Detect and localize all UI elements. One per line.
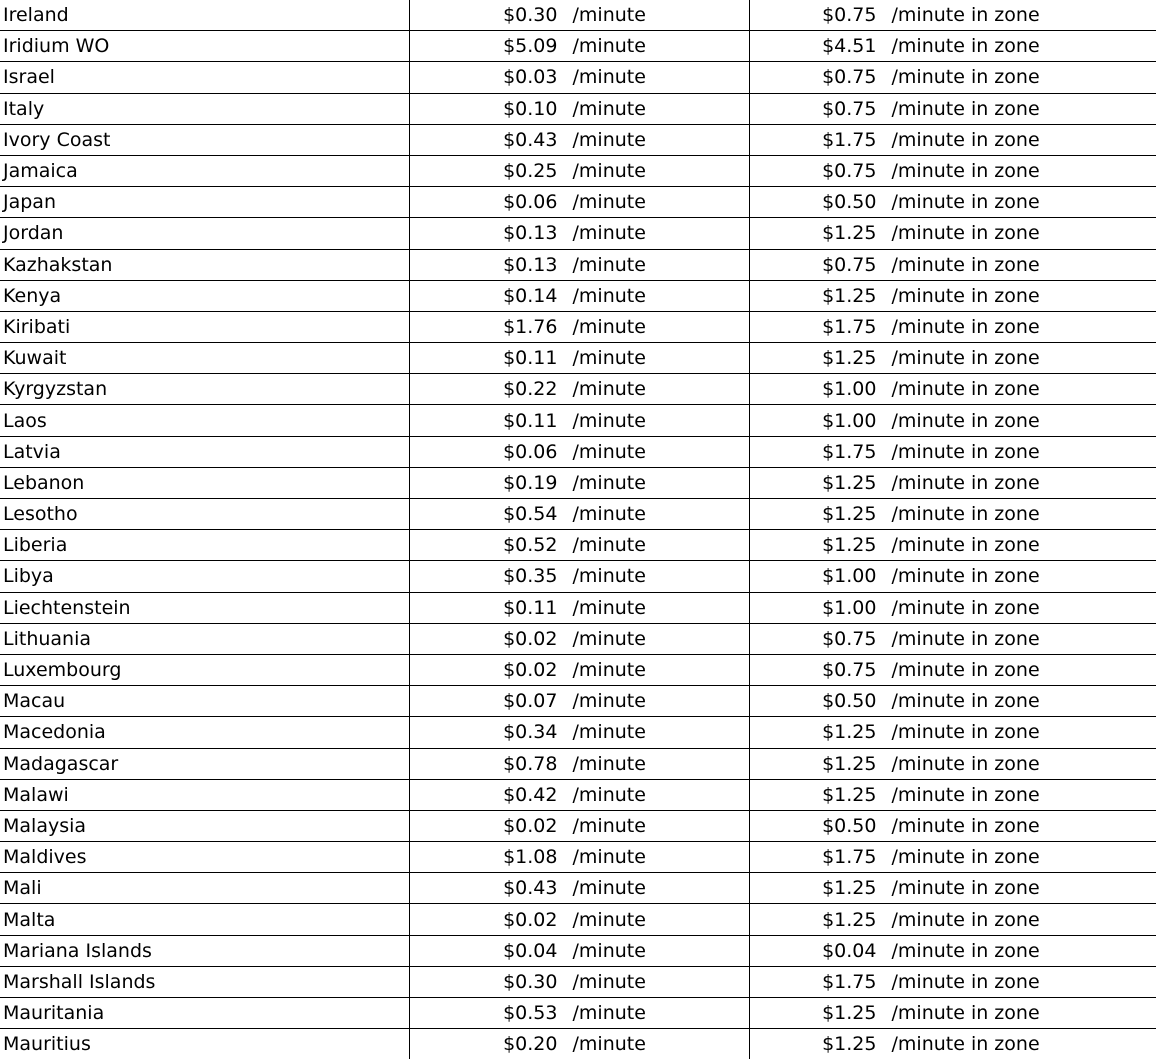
zone-rate-unit: /minute in zone	[891, 814, 1040, 837]
zone-rate-cell	[749, 405, 1156, 436]
zone-rate-cell	[749, 218, 1156, 249]
rate-unit: /minute	[572, 721, 646, 744]
country-cell: Lebanon	[0, 467, 409, 498]
rate-amount: $0.54	[503, 503, 558, 526]
zone-rate-cell	[749, 873, 1156, 904]
rate-cell	[409, 62, 749, 93]
rate-cell	[409, 686, 749, 717]
rate-cell	[409, 779, 749, 810]
table-row	[0, 93, 1156, 124]
zone-rate-cell	[749, 249, 1156, 280]
table-row	[0, 935, 1156, 966]
table-row	[0, 779, 1156, 810]
rate-cell	[409, 935, 749, 966]
zone-rate-amount: $1.00	[822, 409, 877, 432]
rate-amount: $0.43	[503, 128, 558, 151]
zone-rate-unit: /minute in zone	[891, 939, 1040, 962]
table-row	[0, 249, 1156, 280]
rate-amount: $0.35	[503, 565, 558, 588]
country-cell: Kiribati	[0, 311, 409, 342]
rate-unit: /minute	[572, 690, 646, 713]
rate-amount: $1.08	[503, 846, 558, 869]
table-row	[0, 280, 1156, 311]
country-cell: Ivory Coast	[0, 124, 409, 155]
rate-unit: /minute	[572, 409, 646, 432]
rate-cell	[409, 561, 749, 592]
zone-rate-amount: $0.50	[822, 191, 877, 214]
country-cell: Madagascar	[0, 748, 409, 779]
country-cell: Laos	[0, 405, 409, 436]
table-row	[0, 343, 1156, 374]
rate-cell	[409, 623, 749, 654]
zone-rate-cell	[749, 966, 1156, 997]
zone-rate-amount: $1.25	[822, 1033, 877, 1056]
zone-rate-cell	[749, 810, 1156, 841]
rate-cell	[409, 218, 749, 249]
rate-cell	[409, 810, 749, 841]
rate-cell	[409, 93, 749, 124]
country-cell: Lithuania	[0, 623, 409, 654]
rate-unit: /minute	[572, 66, 646, 89]
rate-amount: $0.30	[503, 4, 558, 27]
zone-rate-amount: $0.75	[822, 627, 877, 650]
zone-rate-amount: $4.51	[822, 35, 877, 58]
zone-rate-unit: /minute in zone	[891, 1033, 1040, 1056]
zone-rate-unit: /minute in zone	[891, 627, 1040, 650]
zone-rate-unit: /minute in zone	[891, 315, 1040, 338]
zone-rate-unit: /minute in zone	[891, 4, 1040, 27]
rate-unit: /minute	[572, 191, 646, 214]
country-cell: Malta	[0, 904, 409, 935]
table-row	[0, 1029, 1156, 1059]
rate-unit: /minute	[572, 284, 646, 307]
rate-cell	[409, 155, 749, 186]
rate-amount: $0.34	[503, 721, 558, 744]
rate-amount: $0.02	[503, 627, 558, 650]
rate-amount: $0.06	[503, 440, 558, 463]
country-cell: Jamaica	[0, 155, 409, 186]
country-cell: Liechtenstein	[0, 592, 409, 623]
zone-rate-amount: $1.25	[822, 347, 877, 370]
zone-rate-unit: /minute in zone	[891, 752, 1040, 775]
country-cell: Lesotho	[0, 499, 409, 530]
country-cell: Ireland	[0, 0, 409, 31]
rate-amount: $0.43	[503, 877, 558, 900]
zone-rate-unit: /minute in zone	[891, 97, 1040, 120]
rate-amount: $0.22	[503, 378, 558, 401]
rate-amount: $0.10	[503, 97, 558, 120]
rate-cell	[409, 187, 749, 218]
zone-rate-amount: $1.00	[822, 596, 877, 619]
rate-unit: /minute	[572, 378, 646, 401]
zone-rate-amount: $1.25	[822, 503, 877, 526]
zone-rate-cell	[749, 31, 1156, 62]
zone-rate-unit: /minute in zone	[891, 35, 1040, 58]
rate-unit: /minute	[572, 503, 646, 526]
zone-rate-amount: $1.75	[822, 440, 877, 463]
zone-rate-cell	[749, 280, 1156, 311]
zone-rate-amount: $0.75	[822, 66, 877, 89]
country-cell: Israel	[0, 62, 409, 93]
rate-cell	[409, 249, 749, 280]
table-row	[0, 374, 1156, 405]
rate-amount: $0.02	[503, 659, 558, 682]
zone-rate-amount: $1.25	[822, 783, 877, 806]
rate-amount: $0.03	[503, 66, 558, 89]
zone-rate-cell	[749, 436, 1156, 467]
rate-unit: /minute	[572, 659, 646, 682]
zone-rate-cell	[749, 155, 1156, 186]
zone-rate-unit: /minute in zone	[891, 440, 1040, 463]
rate-unit: /minute	[572, 35, 646, 58]
table-row	[0, 842, 1156, 873]
rate-cell	[409, 998, 749, 1029]
zone-rate-unit: /minute in zone	[891, 565, 1040, 588]
zone-rate-cell	[749, 1029, 1156, 1059]
country-cell: Luxembourg	[0, 654, 409, 685]
rate-amount: $0.06	[503, 191, 558, 214]
zone-rate-amount: $0.50	[822, 690, 877, 713]
rate-unit: /minute	[572, 596, 646, 619]
rate-unit: /minute	[572, 814, 646, 837]
zone-rate-unit: /minute in zone	[891, 409, 1040, 432]
country-cell: Libya	[0, 561, 409, 592]
country-cell: Latvia	[0, 436, 409, 467]
table-row	[0, 530, 1156, 561]
rate-cell	[409, 467, 749, 498]
rate-amount: $0.11	[503, 596, 558, 619]
table-row	[0, 218, 1156, 249]
zone-rate-unit: /minute in zone	[891, 690, 1040, 713]
zone-rate-cell	[749, 187, 1156, 218]
zone-rate-amount: $1.25	[822, 1002, 877, 1025]
rate-amount: $0.14	[503, 284, 558, 307]
zone-rate-amount: $1.75	[822, 315, 877, 338]
table-row	[0, 499, 1156, 530]
rate-cell	[409, 0, 749, 31]
rate-unit: /minute	[572, 128, 646, 151]
zone-rate-amount: $0.75	[822, 659, 877, 682]
zone-rate-cell	[749, 343, 1156, 374]
rate-cell	[409, 748, 749, 779]
rate-cell	[409, 1029, 749, 1059]
table-row	[0, 748, 1156, 779]
table-row	[0, 62, 1156, 93]
zone-rate-cell	[749, 904, 1156, 935]
zone-rate-unit: /minute in zone	[891, 596, 1040, 619]
zone-rate-unit: /minute in zone	[891, 128, 1040, 151]
table-row	[0, 31, 1156, 62]
table-row	[0, 436, 1156, 467]
country-cell: Malawi	[0, 779, 409, 810]
table-row	[0, 654, 1156, 685]
zone-rate-amount: $0.75	[822, 253, 877, 276]
rate-amount: $0.11	[503, 347, 558, 370]
zone-rate-cell	[749, 748, 1156, 779]
zone-rate-cell	[749, 686, 1156, 717]
zone-rate-amount: $1.25	[822, 908, 877, 931]
rate-amount: $5.09	[503, 35, 558, 58]
zone-rate-amount: $1.00	[822, 565, 877, 588]
table-row	[0, 561, 1156, 592]
table-row	[0, 904, 1156, 935]
rate-unit: /minute	[572, 471, 646, 494]
rate-unit: /minute	[572, 783, 646, 806]
zone-rate-unit: /minute in zone	[891, 970, 1040, 993]
zone-rate-unit: /minute in zone	[891, 347, 1040, 370]
rate-unit: /minute	[572, 565, 646, 588]
zone-rate-cell	[749, 592, 1156, 623]
rate-unit: /minute	[572, 939, 646, 962]
zone-rate-unit: /minute in zone	[891, 471, 1040, 494]
zone-rate-unit: /minute in zone	[891, 783, 1040, 806]
country-cell: Italy	[0, 93, 409, 124]
country-cell: Kenya	[0, 280, 409, 311]
country-cell: Kuwait	[0, 343, 409, 374]
country-cell: Mauritania	[0, 998, 409, 1029]
rate-cell	[409, 499, 749, 530]
zone-rate-cell	[749, 717, 1156, 748]
rate-unit: /minute	[572, 970, 646, 993]
rate-amount: $0.13	[503, 253, 558, 276]
rate-cell	[409, 904, 749, 935]
zone-rate-cell	[749, 499, 1156, 530]
table-row	[0, 717, 1156, 748]
table-row	[0, 187, 1156, 218]
zone-rate-amount: $0.50	[822, 814, 877, 837]
zone-rate-amount: $1.25	[822, 752, 877, 775]
country-cell: Marshall Islands	[0, 966, 409, 997]
country-cell: Kazhakstan	[0, 249, 409, 280]
zone-rate-amount: $1.75	[822, 970, 877, 993]
rate-amount: $1.76	[503, 315, 558, 338]
country-cell: Liberia	[0, 530, 409, 561]
zone-rate-amount: $1.00	[822, 378, 877, 401]
rate-amount: $0.53	[503, 1002, 558, 1025]
zone-rate-unit: /minute in zone	[891, 846, 1040, 869]
rate-unit: /minute	[572, 1033, 646, 1056]
zone-rate-unit: /minute in zone	[891, 253, 1040, 276]
zone-rate-amount: $1.25	[822, 534, 877, 557]
zone-rate-cell	[749, 998, 1156, 1029]
zone-rate-cell	[749, 530, 1156, 561]
rate-amount: $0.52	[503, 534, 558, 557]
zone-rate-cell	[749, 654, 1156, 685]
country-cell: Iridium WO	[0, 31, 409, 62]
rate-unit: /minute	[572, 222, 646, 245]
country-cell: Maldives	[0, 842, 409, 873]
zone-rate-cell	[749, 935, 1156, 966]
zone-rate-cell	[749, 623, 1156, 654]
zone-rate-amount: $1.25	[822, 877, 877, 900]
table-row	[0, 686, 1156, 717]
zone-rate-amount: $0.75	[822, 160, 877, 183]
rate-cell	[409, 592, 749, 623]
rate-unit: /minute	[572, 1002, 646, 1025]
rate-amount: $0.13	[503, 222, 558, 245]
rate-unit: /minute	[572, 440, 646, 463]
zone-rate-amount: $0.04	[822, 939, 877, 962]
zone-rate-cell	[749, 0, 1156, 31]
zone-rate-amount: $1.25	[822, 721, 877, 744]
zone-rate-cell	[749, 467, 1156, 498]
rate-unit: /minute	[572, 627, 646, 650]
zone-rate-cell	[749, 561, 1156, 592]
table-row	[0, 0, 1156, 31]
country-cell: Macedonia	[0, 717, 409, 748]
country-cell: Japan	[0, 187, 409, 218]
rate-amount: $0.07	[503, 690, 558, 713]
country-cell: Mariana Islands	[0, 935, 409, 966]
zone-rate-cell	[749, 124, 1156, 155]
country-cell: Kyrgyzstan	[0, 374, 409, 405]
zone-rate-unit: /minute in zone	[891, 503, 1040, 526]
rate-unit: /minute	[572, 846, 646, 869]
rate-unit: /minute	[572, 253, 646, 276]
zone-rate-cell	[749, 779, 1156, 810]
zone-rate-unit: /minute in zone	[891, 66, 1040, 89]
table-row	[0, 623, 1156, 654]
zone-rate-cell	[749, 842, 1156, 873]
rate-amount: $0.78	[503, 752, 558, 775]
country-cell: Jordan	[0, 218, 409, 249]
rate-cell	[409, 966, 749, 997]
zone-rate-unit: /minute in zone	[891, 721, 1040, 744]
table-row	[0, 810, 1156, 841]
rate-cell	[409, 343, 749, 374]
rate-cell	[409, 717, 749, 748]
table-row	[0, 405, 1156, 436]
zone-rate-amount: $1.75	[822, 128, 877, 151]
zone-rate-unit: /minute in zone	[891, 534, 1040, 557]
rate-unit: /minute	[572, 347, 646, 370]
zone-rate-cell	[749, 374, 1156, 405]
zone-rate-amount: $0.75	[822, 4, 877, 27]
zone-rate-unit: /minute in zone	[891, 877, 1040, 900]
zone-rate-unit: /minute in zone	[891, 1002, 1040, 1025]
table-row	[0, 311, 1156, 342]
zone-rate-amount: $1.75	[822, 846, 877, 869]
country-cell: Mauritius	[0, 1029, 409, 1059]
zone-rate-cell	[749, 62, 1156, 93]
zone-rate-cell	[749, 311, 1156, 342]
rate-unit: /minute	[572, 534, 646, 557]
table-row	[0, 998, 1156, 1029]
zone-rate-unit: /minute in zone	[891, 191, 1040, 214]
country-cell: Malaysia	[0, 810, 409, 841]
zone-rate-unit: /minute in zone	[891, 160, 1040, 183]
rate-unit: /minute	[572, 160, 646, 183]
table-row	[0, 592, 1156, 623]
rate-cell	[409, 124, 749, 155]
table-row	[0, 124, 1156, 155]
zone-rate-amount: $0.75	[822, 97, 877, 120]
zone-rate-amount: $1.25	[822, 222, 877, 245]
rate-cell	[409, 280, 749, 311]
zone-rate-unit: /minute in zone	[891, 378, 1040, 401]
zone-rate-unit: /minute in zone	[891, 284, 1040, 307]
zone-rate-unit: /minute in zone	[891, 908, 1040, 931]
rate-amount: $0.25	[503, 160, 558, 183]
rate-cell	[409, 842, 749, 873]
table-row	[0, 155, 1156, 186]
rate-cell	[409, 530, 749, 561]
zone-rate-amount: $1.25	[822, 471, 877, 494]
zone-rate-cell	[749, 93, 1156, 124]
rate-amount: $0.19	[503, 471, 558, 494]
rate-cell	[409, 654, 749, 685]
rate-cell	[409, 311, 749, 342]
rate-amount: $0.02	[503, 814, 558, 837]
rate-amount: $0.02	[503, 908, 558, 931]
rate-amount: $0.42	[503, 783, 558, 806]
rate-unit: /minute	[572, 315, 646, 338]
rate-unit: /minute	[572, 908, 646, 931]
table-row	[0, 873, 1156, 904]
zone-rate-unit: /minute in zone	[891, 222, 1040, 245]
rate-unit: /minute	[572, 4, 646, 27]
rate-cell	[409, 873, 749, 904]
country-cell: Mali	[0, 873, 409, 904]
country-cell: Macau	[0, 686, 409, 717]
table-row	[0, 966, 1156, 997]
table-row	[0, 467, 1156, 498]
rate-unit: /minute	[572, 97, 646, 120]
rate-cell	[409, 31, 749, 62]
rate-unit: /minute	[572, 877, 646, 900]
rate-amount: $0.30	[503, 970, 558, 993]
rate-unit: /minute	[572, 752, 646, 775]
rate-cell	[409, 405, 749, 436]
rate-amount: $0.04	[503, 939, 558, 962]
rate-amount: $0.11	[503, 409, 558, 432]
zone-rate-unit: /minute in zone	[891, 659, 1040, 682]
zone-rate-amount: $1.25	[822, 284, 877, 307]
rate-cell	[409, 436, 749, 467]
rate-cell	[409, 374, 749, 405]
rate-amount: $0.20	[503, 1033, 558, 1056]
